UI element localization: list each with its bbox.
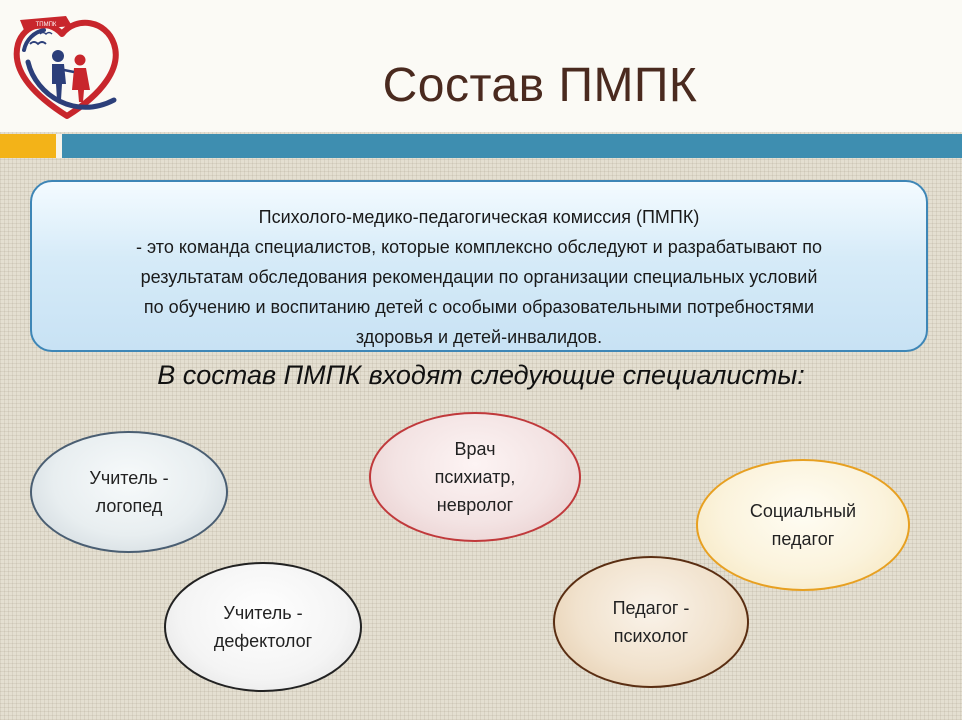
specialist-label: Социальный педагог — [749, 501, 857, 549]
pmpk-logo — [6, 4, 128, 126]
specialist-defectologist — [164, 562, 362, 692]
specialist-psychologist — [553, 556, 749, 688]
specialist-label: Учитель - логопед — [89, 468, 169, 516]
specialist-label: Учитель - дефектолог — [213, 603, 313, 651]
accent-bar — [0, 134, 56, 158]
specialist-speech-therapist — [30, 431, 228, 553]
specialist-social-pedagogue — [696, 459, 910, 591]
specialist-label: Педагог - психолог — [612, 598, 690, 646]
logo-banner-text: ТПМПК — [35, 22, 57, 28]
specialist-psychiatrist-neurologist — [369, 412, 581, 542]
slide-header — [0, 0, 962, 132]
definition-box — [30, 180, 928, 352]
definition-title: Психолого-медико-педагогическая комиссия (ПМПК) — [258, 207, 700, 227]
slide-title: Состав ПМПК — [382, 59, 698, 112]
specialist-label: Врач психиатр, невролог — [434, 439, 516, 515]
specialists-heading: В состав ПМПК входят следующие специалисты: — [157, 360, 805, 390]
definition-text: - это команда специалистов, которые комплексно обследуют и разрабатывают по результатам обследования рекомендации по организации специальных условий по обучению и воспитанию детей с особыми образовательными потребностями здоровья и детей-инвалидов. — [136, 237, 822, 347]
title-underline-bar — [62, 134, 962, 158]
